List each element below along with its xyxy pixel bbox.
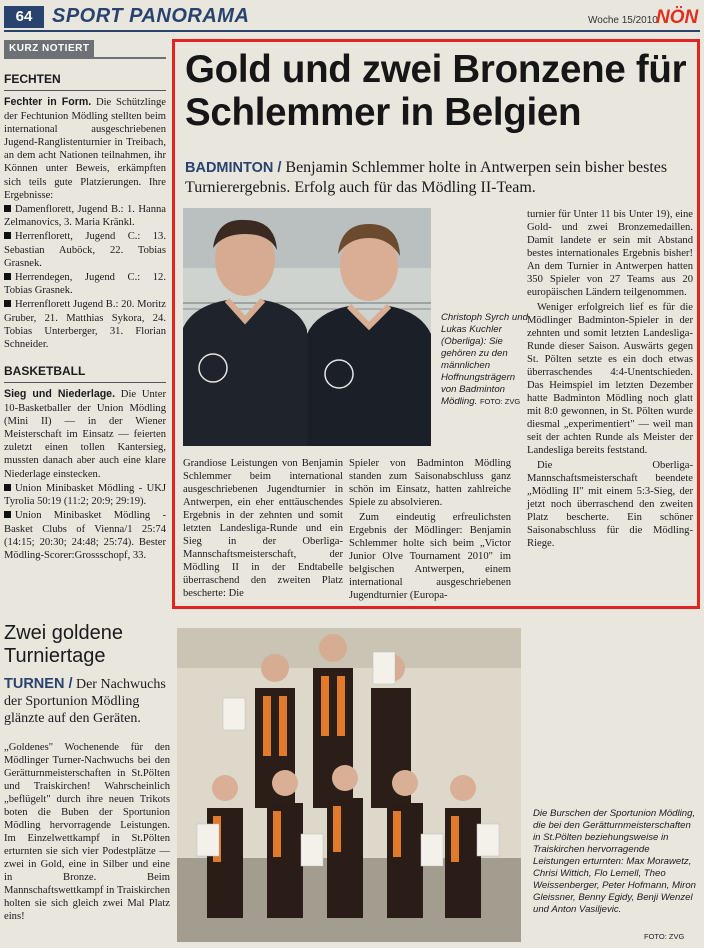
- turnen-body: „Goldenes" Wochenende für den Mödlinger Turner-Nachwuchs bei den Gerätturnmeisterschaften in St.Pölten und Traiskirchen! Wahrscheinlich „beflügelt" durch ihre neuen Trikots boten die Buben der Sportunion Mödling hervorragende Leistungen. Im Einzelwettkampf in St.Pölten erturnten sie sich vier Podestplätze — zwei in Gold, eine in Silber und eine in Bronze. Beim Mannschaftswettkampf in Traiskirchen holten sie sich gleich zwei Mal Platz eins!: [4, 742, 170, 922]
- fechten-result-text: Herrenflorett Jugend B.: 20. Moritz Gruber, 21. Matthias Sykora, 24. Tobias Unterberger, 31. Florian Schneider.: [4, 299, 166, 351]
- section-title: SPORT PANORAMA: [52, 5, 250, 27]
- page-number: 64: [4, 6, 44, 28]
- article-column-2: [349, 457, 511, 602]
- issue-week: Woche 15/2010: [588, 15, 658, 26]
- article-paragraph: Spieler von Badminton Mödling standen zum Saisonabschluss ganz schön im Einsatz, hatten zahlreiche Spiele zu absolvieren.: [349, 458, 511, 508]
- article-paragraph: Die Oberliga-Mannschaftsmeisterschaft beendete „Mödling II" mit einem 5:3-Sieg, der jetzt noch überraschend den zweiten Platz bescherte. Ein schöner Saisonabschluss für die Mödling-Riege.: [527, 460, 693, 549]
- turnen-article: [4, 622, 170, 944]
- fechten-result-text: Herrenflorett, Jugend C.: 13. Sebastian Auböck, 22. Tobias Grasnek.: [4, 231, 166, 269]
- photo-credit: FOTO: ZVG: [479, 397, 521, 406]
- basketball-result-text: Union Minibasket Mödling - Basket Clubs of Vienna/1 25:74 (14:15; 20:30; 24:48; 25:74). Bester Mödling-Scorer:Grossschopf, 33.: [4, 510, 166, 561]
- header-rule: [4, 30, 700, 32]
- fechten-body: Die Schützlinge der Fechtunion Mödling stellten beim international ausgeschriebenen Jugend-Ranglistenturnier in Treibach, an dem acht Nationen teilnahmen, ihr Können unter Beweis, erkämpften sich teils gute Platzierungen. Ihre Ergebnisse:: [4, 97, 166, 201]
- turnen-standfirst-text: Der Nachwuchs der Sportunion Mödling glänzte auf den Geräten.: [4, 677, 166, 726]
- fechten-result-text: Herrendegen, Jugend C.: 12. Tobias Grasnek.: [4, 272, 166, 297]
- basketball-body: Die Unter 10-Basketballer der Union Mödling (Mini II) — in der Wiener Meisterschaft im Einsatz — feierten zuletzt einen tollen Kantersieg, mussten danach aber auch eine klare Niederlage einstecken.: [4, 389, 166, 480]
- article-standfirst: [185, 158, 695, 197]
- basketball-result-text: Union Minibasket Mödling - UKJ Tyrolia 50:19 (11:2; 20:9; 29:19).: [4, 482, 166, 508]
- turnen-standfirst: [4, 676, 170, 727]
- noen-logo: NÖN: [656, 7, 699, 28]
- bullet-square-icon: [4, 484, 11, 491]
- basketball-result: [4, 509, 166, 562]
- kurz-notiert-tag: KURZ NOTIERT: [4, 40, 94, 57]
- gymnasts-photo-caption: Die Burschen der Sportunion Mödling, die bei den Gerätturnmeisterschaften in St.Pölten beziehungsweise in Traiskirchen hervorragende Leistungen erturnten: Max Morawetz, Chrisi Wittich, Flo Lemell, Theo Weissenberger, Peter Hofmann, Miron Gleissner, Benny Egidy, Benji Wenzel und Anton Vasiljevic.: [533, 808, 696, 915]
- bullet-square-icon: [4, 300, 11, 307]
- fechten-lead: Fechter in Form.: [4, 96, 92, 109]
- article-kicker: BADMINTON /: [185, 160, 282, 176]
- basketball-rubric: BASKETBALL: [4, 365, 166, 383]
- fechten-text: [4, 96, 166, 202]
- article-paragraph: Weniger erfolgreich lief es für die Mödlinger Badminton-Spieler in der zehnten und somit letzten Landesliga-Runde dieser Saison. Auswärts gegen St. Pölten setzte es ein doch etwas überraschendes 4:4-Unentschieden. Das Heimspiel im letzten Dezember hatte Badminton Mödling noch glatt mit 8:0 gewonnen, in St. Pölten wurde diesmal „experimentiert" — weil man seit der achten Runde als Meister der Landesliga bereits feststand.: [527, 302, 693, 456]
- badminton-photo-illustration: [183, 208, 431, 446]
- basketball-result: [4, 482, 166, 508]
- gymnasts-group-photo: [177, 628, 521, 942]
- turnen-headline: Zwei goldene Turniertage: [4, 622, 123, 667]
- article-paragraph: turnier für Unter 11 bis Unter 19), eine Gold- und zwei Bronzemedaillen. Damit landete er sein mit Abstand bestes internationales Ergebnis bisher! An dem Turnier in Antwerpen hatten 350 Spieler von 27 Teams aus 20 europäischen Ländern teilgenommen.: [527, 209, 693, 298]
- fechten-result: [4, 298, 166, 351]
- fechten-result-text: Damenflorett, Jugend B.: 1. Hanna Zelmanovics, 3. Maria Kränkl.: [4, 204, 166, 229]
- fechten-result: [4, 230, 166, 270]
- fechten-result: [4, 203, 166, 229]
- kurz-notiert-rule: [4, 57, 166, 59]
- bullet-square-icon: [4, 273, 11, 280]
- bullet-square-icon: [4, 232, 11, 239]
- bullet-square-icon: [4, 205, 11, 212]
- badminton-photo-caption: [441, 312, 529, 408]
- article-paragraph: Zum eindeutig erfreulichsten Ergebnis der Mödlinger: Benjamin Schlemmer holte sich beim „Victor Junior Olve Tournament 2010" im belgischen Antwerpen, einem international ausgeschriebenen Jugendturnier (Europa-: [349, 512, 511, 601]
- basketball-lead: Sieg und Niederlage.: [4, 388, 116, 401]
- article-paragraph: Grandiose Leistungen von Benjamin Schlemmer beim international ausgeschriebenen Jugendturnier in Antwerpen, ein eher enttäuschendes Ergebnis in der zehnten und somit letzten Landesliga-Runde und ein Sieg in der Oberliga-Mannschaftsmeisterschaft, der Mödling II in der Endtabelle überraschend den zweiten Platz bescherte: Die: [183, 458, 343, 599]
- fechten-result: [4, 271, 166, 297]
- article-column-1: [183, 457, 343, 600]
- badminton-article: [172, 39, 700, 609]
- turnen-kicker: TURNEN /: [4, 676, 73, 692]
- badminton-players-photo: [183, 208, 431, 446]
- article-headline: Gold und zwei Bronzene für Schlemmer in Belgien: [185, 48, 687, 134]
- bullet-square-icon: [4, 511, 11, 518]
- gymnasts-photo-credit: FOTO: ZVG: [644, 932, 685, 941]
- page-header: [0, 0, 704, 34]
- standfirst-text: Benjamin Schlemmer holte in Antwerpen sein bisher bestes Turnierergebnis. Erfolg auch für das Mödling II-Team.: [185, 159, 668, 196]
- fechten-rubric: FECHTEN: [4, 73, 166, 91]
- basketball-text: [4, 388, 166, 480]
- photo-caption-text: Christoph Syrch und Lukas Kuchler (Oberliga): Sie gehören zu den männlichen Hoffnungsträgern von Badminton Mödling.: [441, 312, 528, 407]
- gymnasts-photo-illustration: [177, 628, 521, 942]
- kurz-notiert-column: [4, 40, 166, 605]
- article-column-3: [527, 208, 693, 550]
